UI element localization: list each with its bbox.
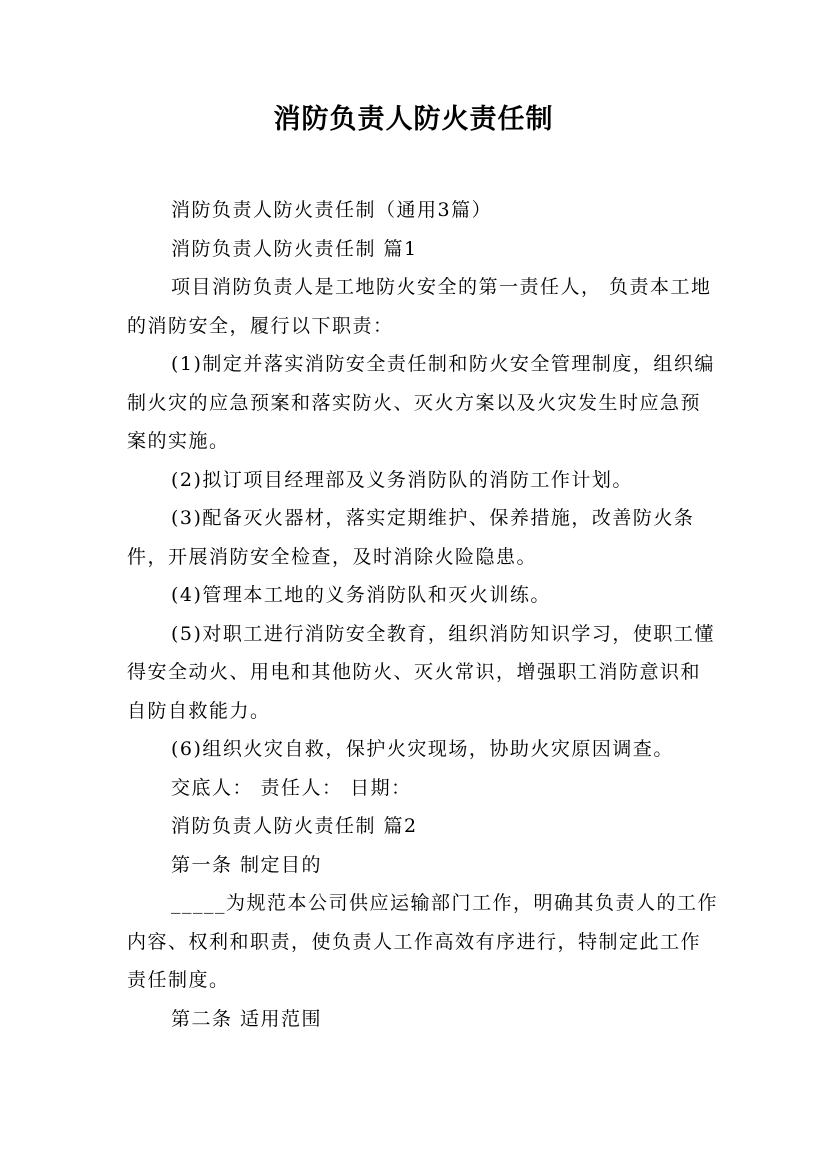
paragraph-duty-5: (5)对职工进行消防安全教育，组织消防知识学习，使职工懂得安全动火、用电和其他防火、灭火常识，增强职工消防意识和自防自救能力。 [127, 622, 715, 722]
paragraph-duty-4: (4)管理本工地的义务消防队和灭火训练。 [171, 584, 551, 606]
paragraph-duty-6: (6)组织火灾自救，保护火灾现场，协助火灾原因调查。 [171, 738, 674, 760]
paragraph-signature-line: 交底人： 责任人： 日期： [171, 776, 412, 799]
paragraph-section-heading-2: 消防负责人防火责任制 篇2 [171, 815, 418, 837]
paragraph-intro: 项目消防负责人是工地防火安全的第一责任人， 负责本工地的消防安全，履行以下职责： [127, 276, 712, 337]
document-body [127, 191, 719, 1038]
paragraph-duty-3: (3)配备灭火器材，落实定期维护、保养措施，改善防火条件，开展消防安全检查，及时消除火险隐患。 [127, 507, 695, 568]
paragraph-purpose: _____为规范本公司供应运输部门工作，明确其负责人的工作内容、权利和职责，使负责人工作高效有序进行，特制定此工作责任制度。 [127, 892, 719, 991]
document-title: 消防负责人防火责任制 [273, 104, 554, 135]
paragraph-section-heading-1: 消防负责人防火责任制 篇1 [171, 237, 418, 260]
paragraph-subtitle: 消防负责人防火责任制（通用3篇） [171, 199, 493, 221]
paragraph-article-1: 第一条 制定目的 [171, 853, 323, 876]
paragraph-duty-2: (2)拟订项目经理部及义务消防队的消防工作计划。 [171, 468, 633, 491]
paragraph-duty-1: (1)制定并落实消防安全责任制和防火安全管理制度，组织编制火灾的应急预案和落实防火、灭火方案以及火灾发生时应急预案的实施。 [127, 353, 715, 452]
paragraph-article-2: 第二条 适用范围 [171, 1007, 323, 1030]
